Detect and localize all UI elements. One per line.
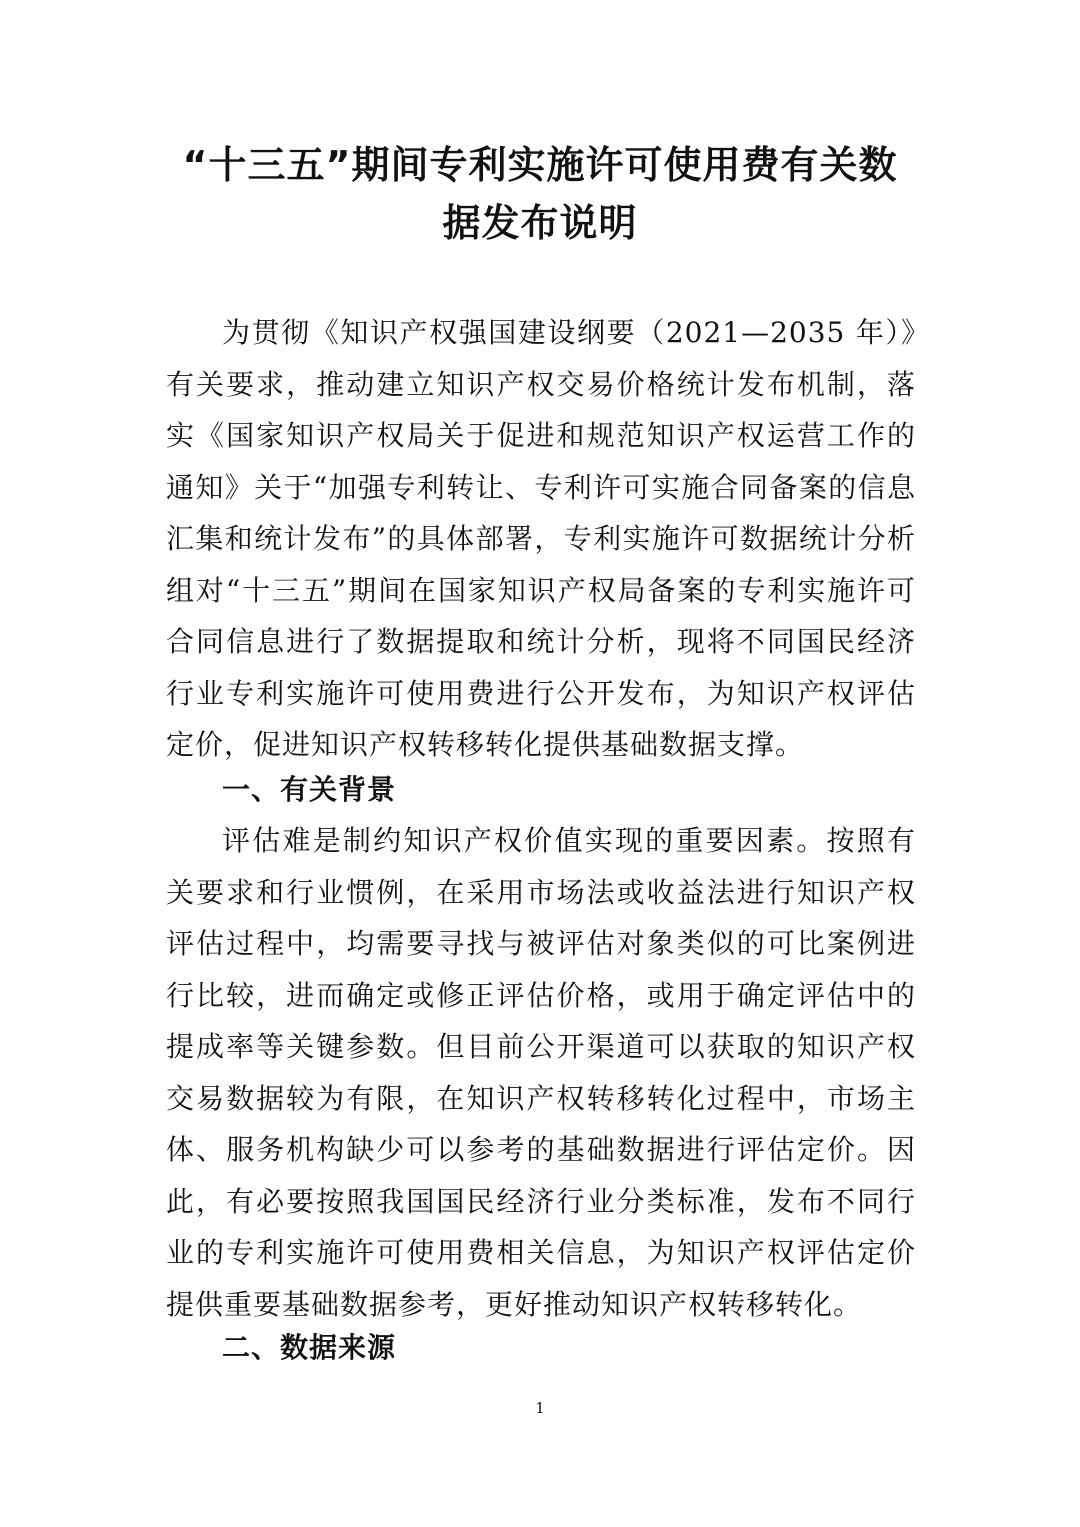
title-line-2: 据发布说明 [442, 201, 638, 245]
intro-paragraph: 为贯彻《知识产权强国建设纲要（2021—2035 年）》有关要求，推动建立知识产权交易价格统计发布机制，落实《国家知识产权局关于促进和规范知识产权运营工作的通知》关于“加强专利转让、专利许可实施合同备案的信息汇集和统计发布”的具体部署，专利实施许可数据统计分析组对“十三五”期间在国家知识产权局备案的专利实施许可合同信息进行了数据提取和统计分析，现将不同国民经济行业专利实施许可使用费进行公开发布，为知识产权评估定价，促进知识产权转移转化提供基础数据支撑。 [166, 316, 916, 761]
title-line-1: “十三五”期间专利实施许可使用费有关数 [182, 143, 898, 187]
section-heading-background: 一、有关背景 [222, 773, 397, 806]
background-paragraph: 评估难是制约知识产权价值实现的重要因素。按照有关要求和行业惯例，在采用市场法或收益法进行知识产权评估过程中，均需要寻找与被评估对象类似的可比案例进行比较，进而确定或修正评估价格，或用于确定评估中的提成率等关键参数。但目前公开渠道可以获取的知识产权交易数据较为有限，在知识产权转移转化过程中，市场主体、服务机构缺少可以参考的基础数据进行评估定价。因此，有必要按照我国国民经济行业分类标准，发布不同行业的专利实施许可使用费相关信息，为知识产权评估定价提供重要基础数据参考，更好推动知识产权转移转化。 [166, 824, 916, 1321]
page-number: 1 [535, 1399, 545, 1417]
document-title [140, 136, 940, 252]
section-heading-data-source: 二、数据来源 [222, 1331, 397, 1364]
